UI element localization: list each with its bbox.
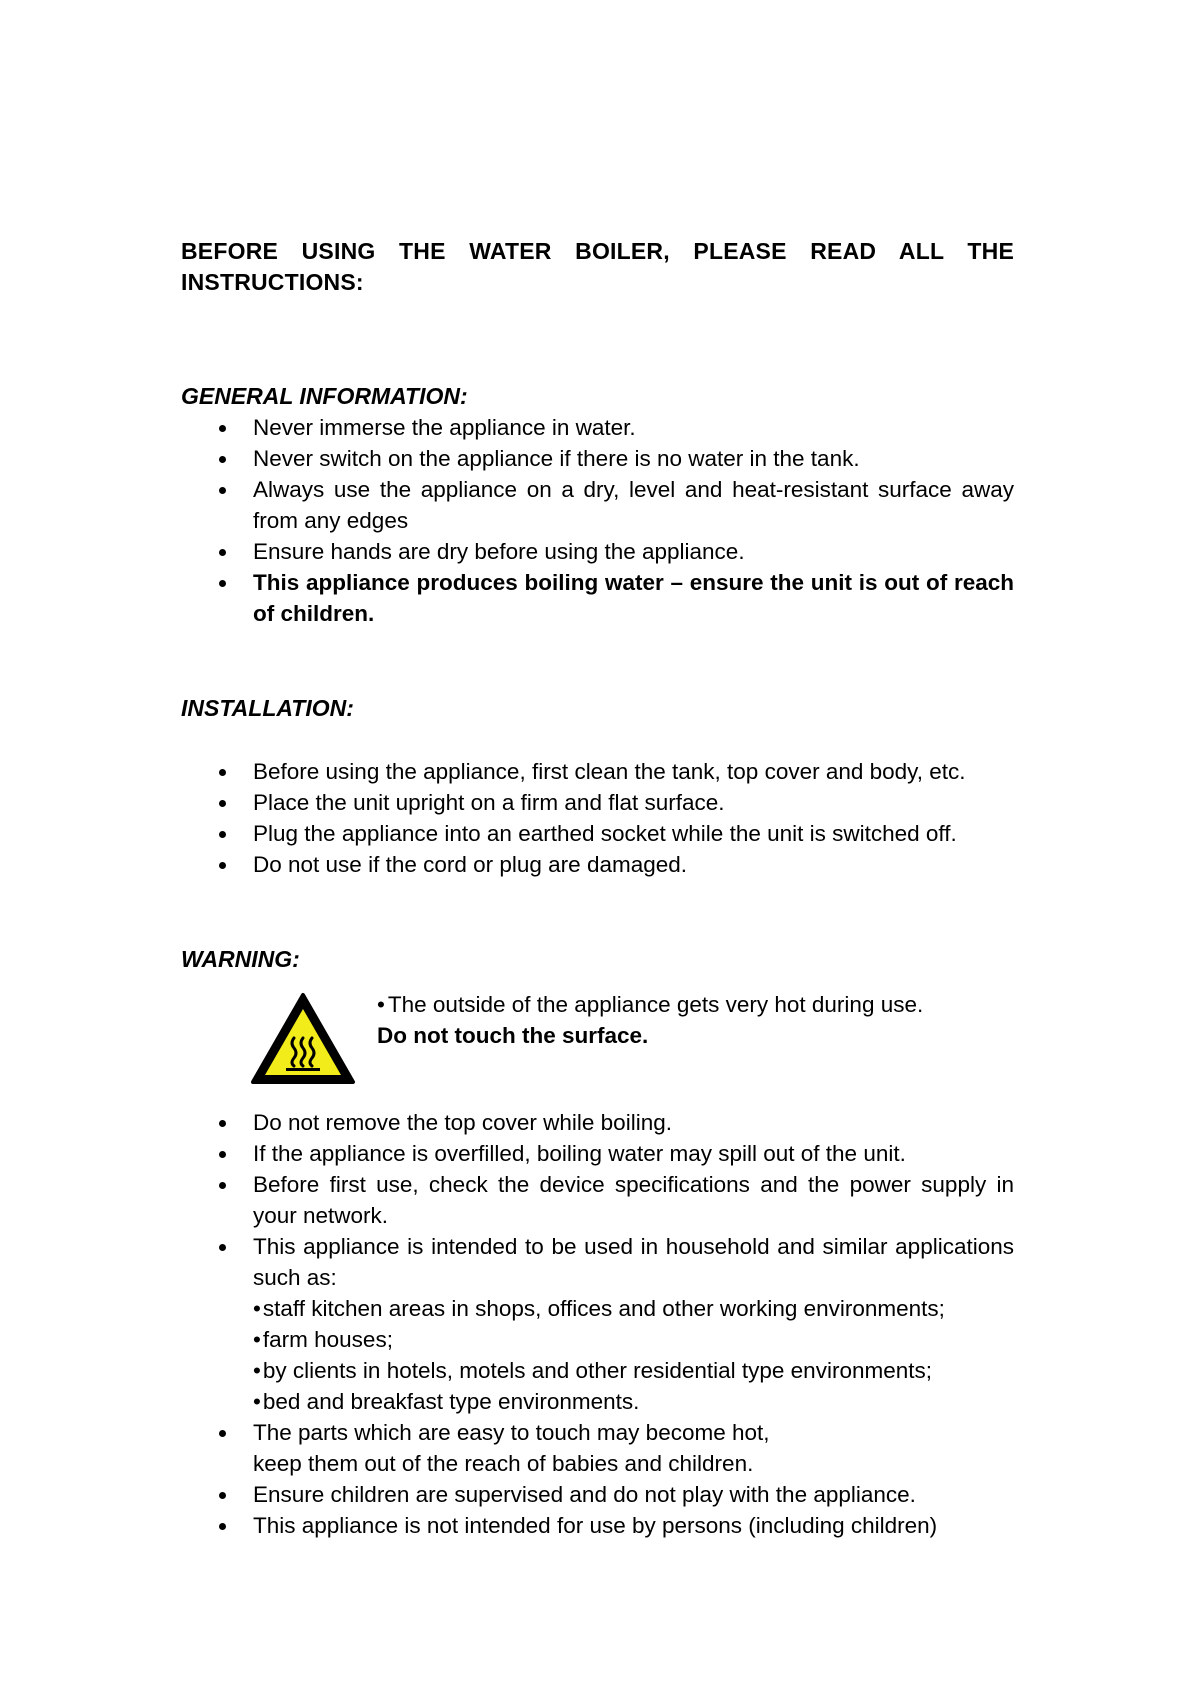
list-item: Ensure hands are dry before using the appliance. [181,536,1014,567]
warning-heading: WARNING: [181,946,300,972]
list-item: Place the unit upright on a firm and flat surface. [181,787,1014,818]
hot-parts-item [181,1417,1014,1479]
list-item: Always use the appliance on a dry, level and heat-resistant surface away from any edges [181,474,1014,536]
list-item: Before first use, check the device specifications and the power supply in your network. [181,1169,1014,1231]
list-item: Do not use if the cord or plug are damaged. [181,849,1014,880]
intended-use-text: This appliance is intended to be used in household and similar applications such as: [253,1234,1014,1290]
intended-use-sub-item: • staff kitchen areas in shops, offices and other working environments; [253,1293,1014,1324]
children-safety-item: This appliance produces boiling water – ensure the unit is out of reach of children. [181,567,1014,629]
general-information-heading: GENERAL INFORMATION: [181,383,468,409]
hot-surface-line [286,1068,320,1071]
hot-surface-text [377,989,923,1051]
list-item: This appliance is not intended for use by persons (including children) [181,1510,1014,1541]
list-item: Plug the appliance into an earthed socket while the unit is switched off. [181,818,1014,849]
hot-surface-warning [181,989,1014,1107]
list-item: Before using the appliance, first clean the tank, top cover and body, etc. [181,756,1014,787]
hot-surface-bold-note: Do not touch the surface. [377,1023,649,1048]
installation-list [181,756,1014,880]
intended-use-sub-item: • by clients in hotels, motels and other residential type environments; [253,1355,1014,1386]
hot-parts-line: The parts which are easy to touch may become hot, [253,1420,770,1445]
installation-heading: INSTALLATION: [181,695,354,721]
general-information-list [181,412,1014,629]
hot-parts-line: keep them out of the reach of babies and children. [253,1451,754,1476]
list-item: Never immerse the appliance in water. [181,412,1014,443]
intended-use-sub-item: • bed and breakfast type environments. [253,1386,1014,1417]
list-item: If the appliance is overfilled, boiling water may spill out of the unit. [181,1138,1014,1169]
list-item: Ensure children are supervised and do not play with the appliance. [181,1479,1014,1510]
document-page [181,236,1014,1541]
list-item: Do not remove the top cover while boiling. [181,1107,1014,1138]
document-title: BEFORE USING THE WATER BOILER, PLEASE READ ALL THE INSTRUCTIONS: [181,238,1014,295]
hot-surface-note: • The outside of the appliance gets very hot during use. [377,992,923,1017]
intended-use-sub-item: • farm houses; [253,1324,1014,1355]
list-item: Never switch on the appliance if there is no water in the tank. [181,443,1014,474]
warning-list [181,1107,1014,1541]
intended-use-item [181,1231,1014,1417]
hot-surface-warning-icon [250,992,356,1086]
